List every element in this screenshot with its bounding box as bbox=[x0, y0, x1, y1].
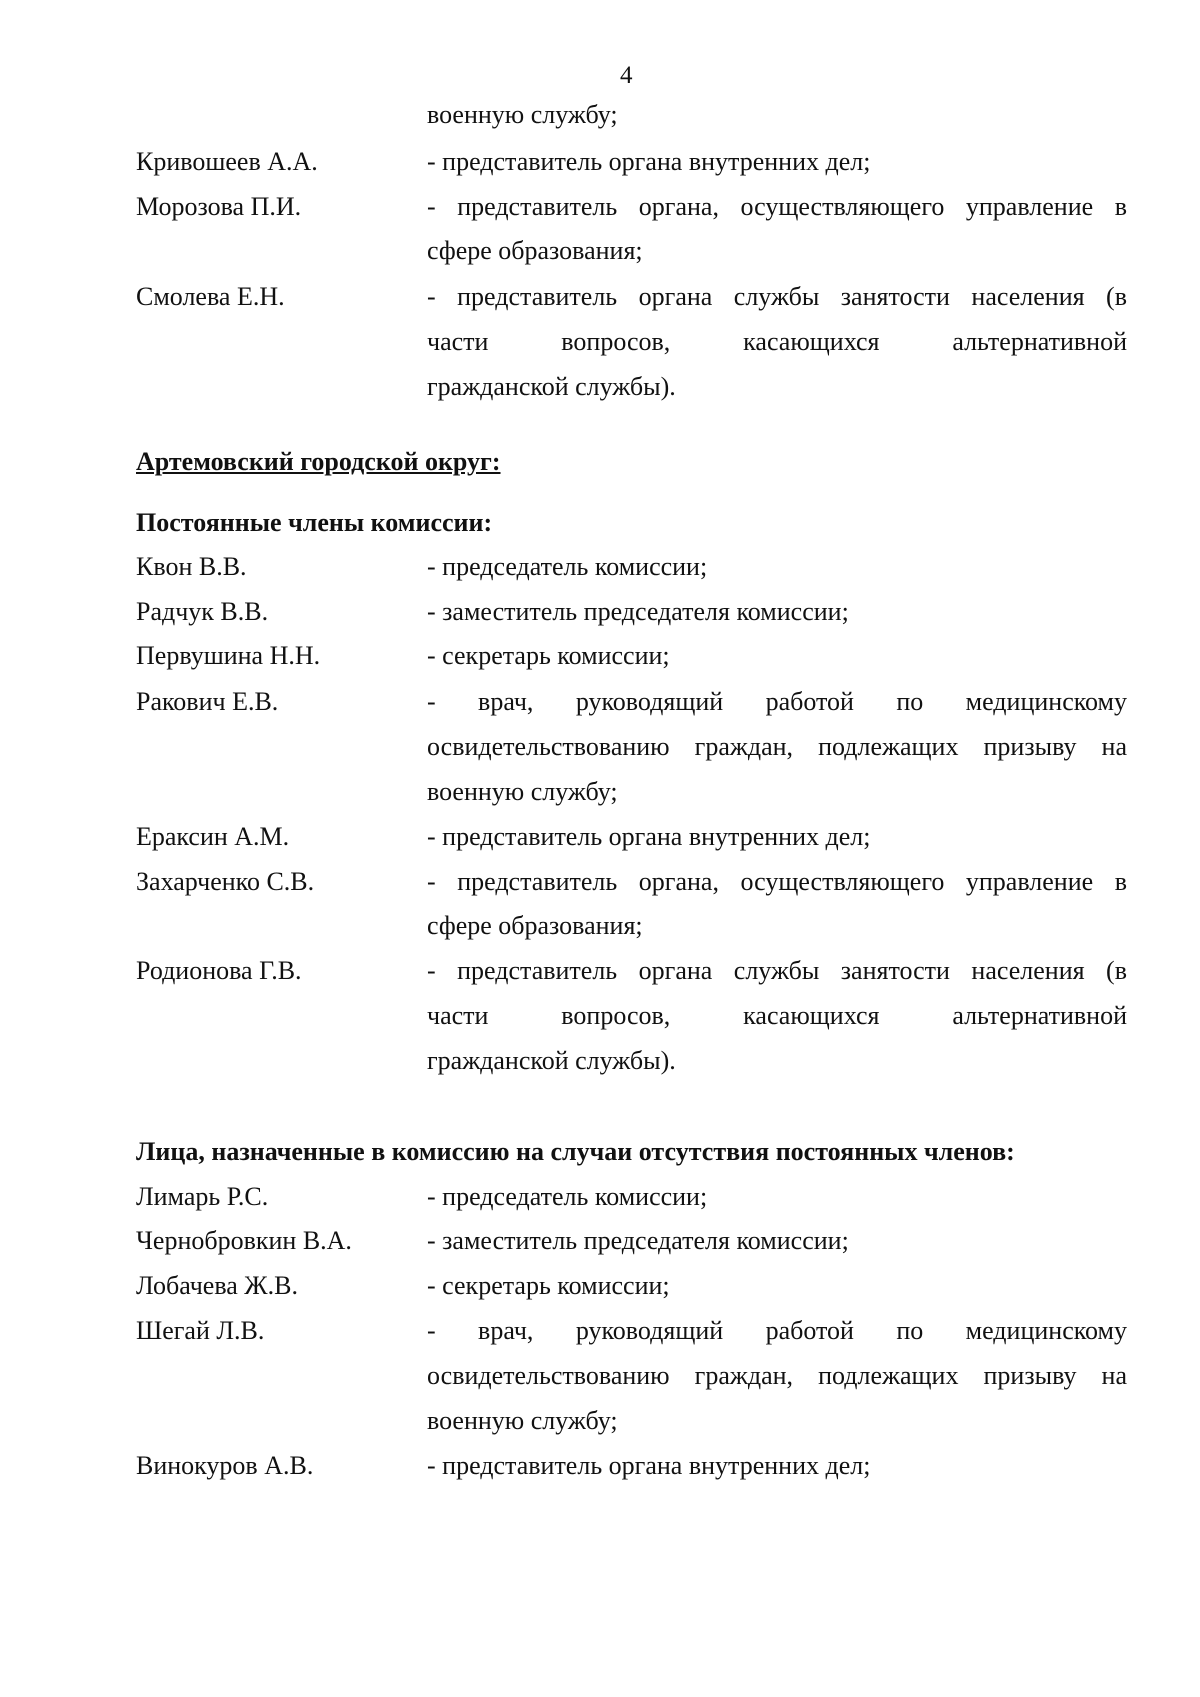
member-role: - секретарь комиссии; bbox=[427, 641, 670, 670]
permanent-members-heading: Постоянные члены комиссии: bbox=[136, 508, 493, 537]
member-name: Родионова Г.В. bbox=[136, 956, 302, 985]
member-role: - представитель органа службы занятости населения (в bbox=[427, 282, 1127, 311]
member-role: - председатель комиссии; bbox=[427, 1182, 708, 1211]
member-name: Кривошеев А.А. bbox=[136, 147, 318, 176]
member-name: Радчук В.В. bbox=[136, 597, 269, 626]
member-role: военную службу; bbox=[427, 777, 618, 806]
member-name: Лобачева Ж.В. bbox=[136, 1271, 298, 1300]
member-role: - представитель органа внутренних дел; bbox=[427, 1451, 871, 1480]
member-name: Первушина Н.Н. bbox=[136, 641, 321, 670]
member-role: части вопросов, касающихся альтернативной bbox=[427, 1001, 1127, 1030]
member-role: сфере образования; bbox=[427, 911, 643, 940]
member-role: - заместитель председателя комиссии; bbox=[427, 1226, 849, 1255]
member-role: гражданской службы). bbox=[427, 1046, 676, 1075]
substitute-members-heading: Лица, назначенные в комиссию на случаи отсутствия постоянных членов: bbox=[136, 1137, 1015, 1166]
member-role: части вопросов, касающихся альтернативной bbox=[427, 327, 1127, 356]
member-role: военную службу; bbox=[427, 1406, 618, 1435]
member-role: - секретарь комиссии; bbox=[427, 1271, 670, 1300]
member-name: Квон В.В. bbox=[136, 552, 247, 581]
member-role: - представитель органа внутренних дел; bbox=[427, 822, 871, 851]
district-heading: Артемовский городской округ: bbox=[136, 447, 501, 476]
member-name: Захарченко С.В. bbox=[136, 867, 315, 896]
member-name: Ераксин А.М. bbox=[136, 822, 290, 851]
continuation-text: военную службу; bbox=[427, 100, 618, 129]
page-number: 4 bbox=[620, 62, 633, 89]
member-role: - председатель комиссии; bbox=[427, 552, 708, 581]
member-role: - заместитель председателя комиссии; bbox=[427, 597, 849, 626]
member-role: гражданской службы). bbox=[427, 372, 676, 401]
member-name: Лимарь Р.С. bbox=[136, 1182, 269, 1211]
member-name: Винокуров А.В. bbox=[136, 1451, 314, 1480]
member-name: Морозова П.И. bbox=[136, 192, 302, 221]
member-name: Шегай Л.В. bbox=[136, 1316, 265, 1345]
member-role: - представитель органа, осуществляющего управление в bbox=[427, 867, 1127, 896]
member-role: освидетельствованию граждан, подлежащих призыву на bbox=[427, 732, 1127, 761]
member-role: - врач, руководящий работой по медицинскому bbox=[427, 687, 1127, 716]
member-name: Чернобровкин В.А. bbox=[136, 1226, 352, 1255]
member-role: - представитель органа внутренних дел; bbox=[427, 147, 871, 176]
member-role: - представитель органа, осуществляющего управление в bbox=[427, 192, 1127, 221]
member-name: Ракович Е.В. bbox=[136, 687, 279, 716]
member-role: освидетельствованию граждан, подлежащих призыву на bbox=[427, 1361, 1127, 1390]
member-role: сфере образования; bbox=[427, 236, 643, 265]
member-name: Смолева Е.Н. bbox=[136, 282, 285, 311]
member-role: - представитель органа службы занятости населения (в bbox=[427, 956, 1127, 985]
member-role: - врач, руководящий работой по медицинскому bbox=[427, 1316, 1127, 1345]
